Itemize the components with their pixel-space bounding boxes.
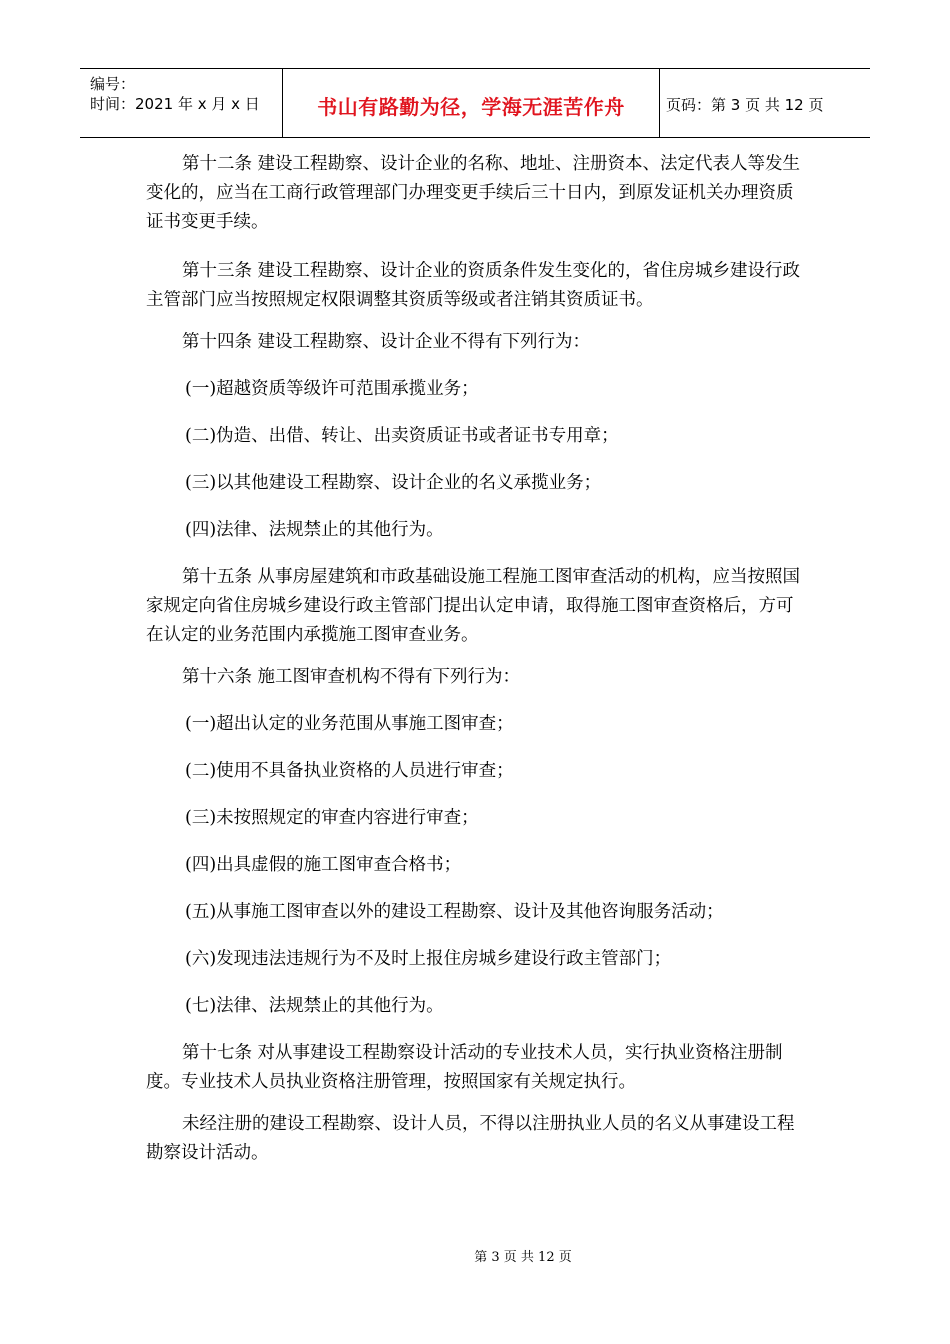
article-17: 第十七条 对从事建设工程勘察设计活动的专业技术人员，实行执业资格注册制度。专业技术人员执业资格注册管理，按照国家有关规定执行。	[146, 1043, 783, 1092]
header-motto-cell	[283, 69, 660, 137]
page-footer	[0, 1246, 950, 1265]
article-12: 第十二条 建设工程勘察、设计企业的名称、地址、注册资本、法定代表人等发生变化的，应当在工商行政管理部门办理变更手续后三十日内，到原发证机关办理资质证书变更手续。	[146, 154, 801, 232]
article-14-item-4: (四)法律、法规禁止的其他行为。	[185, 520, 444, 540]
article-16: 第十六条 施工图审查机构不得有下列行为：	[182, 667, 521, 687]
article-15: 第十五条 从事房屋建筑和市政基础设施工程施工图审查活动的机构，应当按照国家规定向省住房城乡建设行政主管部门提出认定申请，取得施工图审查资格后，方可在认定的业务范围内承揽施工图审查业务。	[146, 567, 801, 645]
header-motto: 书山有路勤为径，学海无涯苦作舟	[317, 94, 625, 119]
document-header	[80, 68, 870, 138]
article-16-item-1: (一)超出认定的业务范围从事施工图审查；	[185, 714, 514, 734]
article-14-item-2: (二)伪造、出借、转让、出卖资质证书或者证书专用章；	[185, 426, 619, 446]
article-16-item-3: (三)未按照规定的审查内容进行审查；	[185, 808, 479, 828]
article-14-item-1: (一)超越资质等级许可范围承揽业务；	[185, 379, 479, 399]
header-page-cell	[660, 69, 870, 137]
article-14-item-3: (三)以其他建设工程勘察、设计企业的名义承揽业务；	[185, 473, 602, 493]
article-16-item-4: (四)出具虚假的施工图审查合格书；	[185, 855, 462, 875]
document-time-label: 时间：2021 年 x 月 x 日	[90, 95, 260, 113]
article-16-item-2: (二)使用不具备执业资格的人员进行审查；	[185, 761, 514, 781]
article-16-item-7: (七)法律、法规禁止的其他行为。	[185, 996, 444, 1016]
document-number-label: 编号：	[90, 75, 136, 93]
article-16-item-5: (五)从事施工图审查以外的建设工程勘察、设计及其他咨询服务活动；	[185, 902, 724, 922]
article-13: 第十三条 建设工程勘察、设计企业的资质条件发生变化的，省住房城乡建设行政主管部门应当按照规定权限调整其资质等级或者注销其资质证书。	[146, 261, 801, 310]
article-16-item-6: (六)发现违法违规行为不及时上报住房城乡建设行政主管部门；	[185, 949, 672, 969]
header-page-info: 页码：第 3 页 共 12 页	[666, 95, 824, 114]
footer-page-number: 第 3 页 共 12 页	[474, 1250, 572, 1265]
article-17-paragraph-2: 未经注册的建设工程勘察、设计人员，不得以注册执业人员的名义从事建设工程勘察设计活动。	[146, 1114, 795, 1163]
article-14: 第十四条 建设工程勘察、设计企业不得有下列行为：	[182, 332, 591, 352]
header-meta	[80, 69, 283, 137]
